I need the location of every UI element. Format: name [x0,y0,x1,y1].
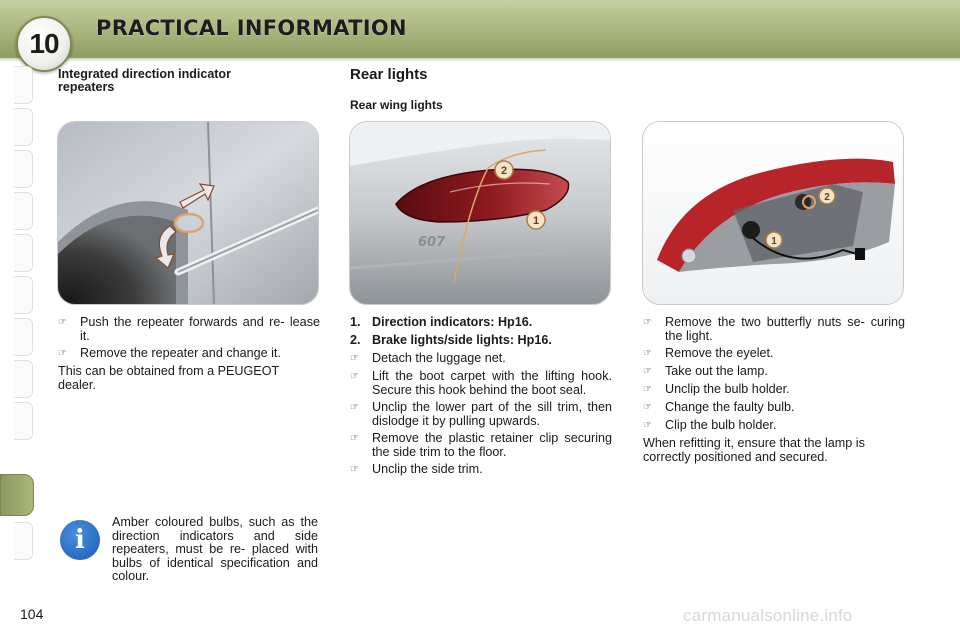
lamp-unit-instructions [643,315,905,467]
list-item: ☞ Unclip the lower part of the sill trim, then dislodge it by pulling upwards. [350,400,612,428]
page-number: 104 [20,606,44,622]
numbered-item: 2. Brake lights/side lights: Hp16. [350,333,552,347]
watermark: carmanualsonline.info [683,606,853,625]
list-item: ☞ Remove the repeater and change it. [58,346,281,360]
rear-light-photo [349,121,611,305]
chapter-tab[interactable] [14,192,33,230]
chapter-number: 10 [29,28,59,59]
chapter-tab[interactable] [14,276,33,314]
lamp-unit-illustration [643,122,903,304]
pointing-hand-icon: ☞ [350,353,359,364]
chapter-tab[interactable] [14,234,33,272]
pointing-hand-icon: ☞ [58,348,67,359]
callout-2-label: 2 [824,192,830,203]
list-item: ☞ Detach the luggage net. [350,351,506,365]
dealer-note: This can be obtained from a PEUGEOT dealer. [58,364,279,392]
pointing-hand-icon: ☞ [643,366,652,377]
pointing-hand-icon: ☞ [643,420,652,431]
list-item: ☞ Push the repeater forwards and re- lease it. [58,315,320,343]
callout-2-label: 2 [500,165,508,177]
pointing-hand-icon: ☞ [350,371,359,382]
list-item: ☞ Remove the plastic retainer clip securing the side trim to the floor. [350,431,612,459]
chapter-tab[interactable] [14,108,33,146]
list-item: ☞ Unclip the side trim. [350,462,483,476]
chapter-tabs [0,62,34,574]
list-item: ☞ Remove the two butterfly nuts se- curing the light. [643,315,905,343]
repeater-illustration [58,122,318,304]
list-item: ☞ Take out the lamp. [643,364,768,378]
header-divider [0,58,960,62]
rear-wing-lights-heading: Rear wing lights [350,98,443,112]
chapter-tab[interactable] [14,318,33,356]
list-item: ☞ Unclip the bulb holder. [643,382,790,396]
model-badge: 607 [418,235,446,250]
repeater-photo [57,121,319,305]
chapter-tab[interactable] [14,402,33,440]
chapter-tab[interactable] [14,360,33,398]
rear-light-instructions [350,315,612,480]
chapter-tab[interactable] [14,522,33,560]
list-item: ☞ Lift the boot carpet with the lifting hook. Secure this hook behind the boot seal. [350,369,612,397]
info-note: Amber coloured bulbs, such as the direction indicators and side repeaters, must be re- placed with bulbs of identical specification and colour. [112,515,318,584]
pointing-hand-icon: ☞ [643,402,652,413]
refitting-note: When refitting it, ensure that the lamp is correctly positioned and secured. [643,436,865,464]
chapter-tab[interactable] [14,150,33,188]
callout-1-label: 1 [532,215,540,227]
chapter-tab-active[interactable] [0,474,34,516]
pointing-hand-icon: ☞ [643,384,652,395]
bulb-holder [742,221,760,239]
repeater-instructions [58,315,320,395]
page-title: PRACTICAL INFORMATION [96,16,407,40]
pointing-hand-icon: ☞ [350,402,359,413]
repeater-lamp [175,214,203,232]
rear-light-illustration [350,122,610,304]
numbered-item: 1. Direction indicators: Hp16. [350,315,533,329]
pointing-hand-icon: ☞ [350,464,359,475]
pointing-hand-icon: ☞ [643,317,652,328]
callout-1-label: 1 [771,236,777,247]
connector [855,248,865,260]
pointing-hand-icon: ☞ [58,317,67,328]
chapter-tab[interactable] [14,66,33,104]
lamp-unit-photo [642,121,904,305]
pointing-hand-icon: ☞ [350,433,359,444]
list-item: ☞ Remove the eyelet. [643,346,774,360]
list-item: ☞ Change the faulty bulb. [643,400,795,414]
list-item: ☞ Clip the bulb holder. [643,418,777,432]
repeaters-heading: Integrated direction indicator repeaters [58,67,231,94]
info-icon: i [60,520,100,560]
pointing-hand-icon: ☞ [643,348,652,359]
rear-lights-heading: Rear lights [350,66,428,83]
